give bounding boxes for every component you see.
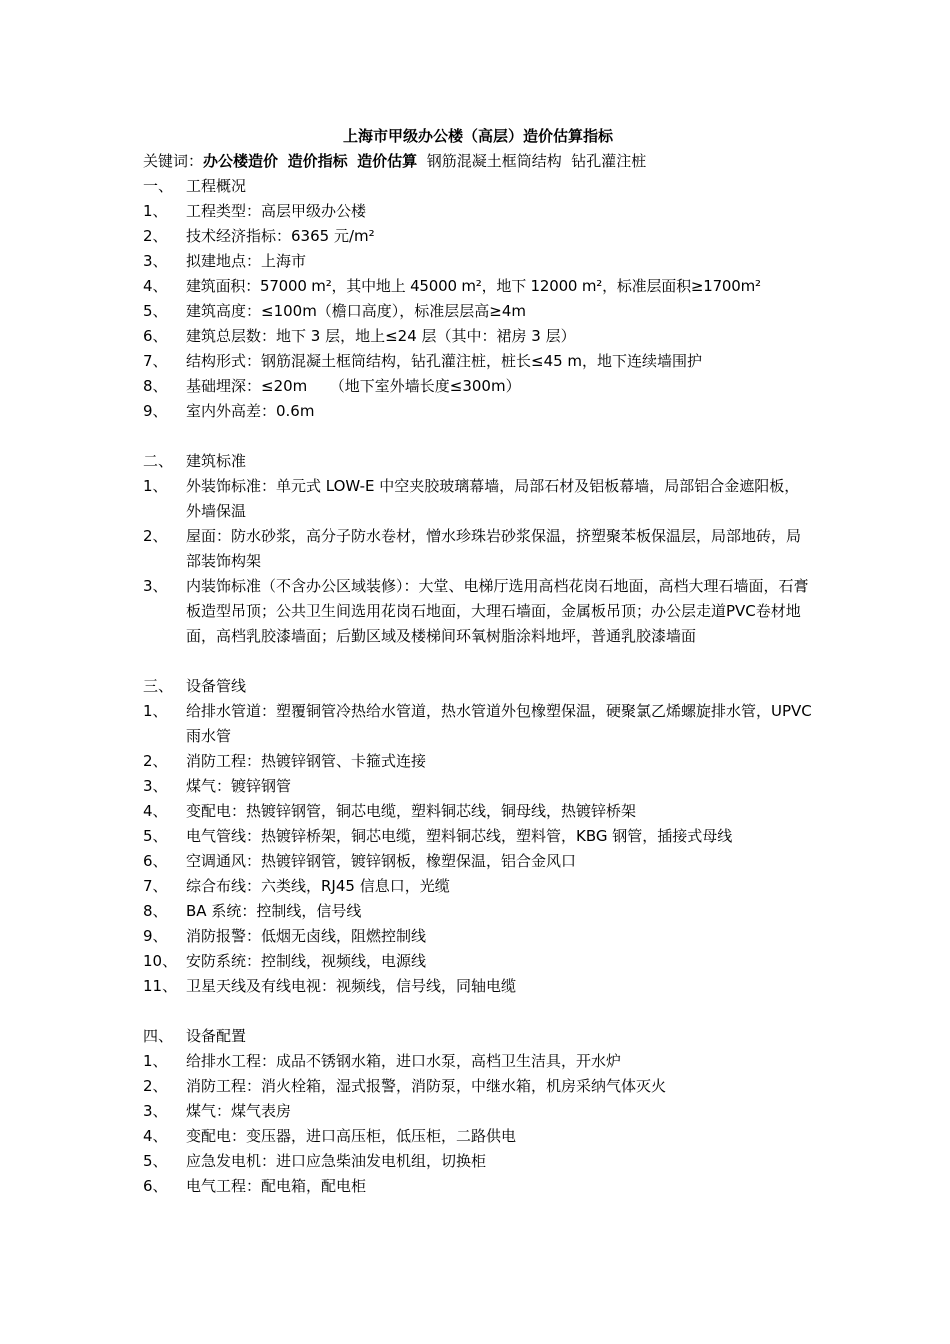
item-text: 内装饰标准（不含办公区域装修）：大堂、电梯厅选用高档花岗石地面，高档大理石墙面，石膏板造型吊顶；公共卫生间选用花岗石地面，大理石墙面，金属板吊顶；办公层走道PVC卷材地面，高档乳胶漆墙面；后勤区域及楼梯间环氧树脂涂料地坪，普通乳胶漆墙面 xyxy=(186,577,809,645)
section-heading xyxy=(143,449,813,474)
item-text: 消防工程：热镀锌钢管、卡箍式连接 xyxy=(186,752,427,770)
document-title: 上海市甲级办公楼（高层）造价估算指标 xyxy=(342,127,613,145)
section-number: 四、 xyxy=(143,1027,174,1045)
keyword: 钢筋混凝土框筒结构 xyxy=(426,152,562,170)
list-item xyxy=(143,949,813,974)
item-number: 8、 xyxy=(143,902,168,920)
list-item xyxy=(143,749,813,774)
item-number: 6、 xyxy=(143,852,168,870)
list-item xyxy=(143,874,813,899)
list-item xyxy=(143,1099,813,1124)
item-text: 变配电：热镀锌钢管，铜芯电缆，塑料铜芯线，铜母线，热镀锌桥架 xyxy=(186,802,637,820)
list-item xyxy=(143,824,813,849)
item-number: 1、 xyxy=(143,202,168,220)
keywords-label: 关键词： xyxy=(143,152,204,170)
list-item xyxy=(143,299,813,324)
item-number: 9、 xyxy=(143,402,168,420)
document-page xyxy=(143,124,813,1199)
blank-line xyxy=(143,424,813,449)
item-number: 6、 xyxy=(143,1177,168,1195)
list-item xyxy=(143,699,813,749)
item-text: BA 系统：控制线，信号线 xyxy=(186,902,362,920)
list-item xyxy=(143,349,813,374)
list-item xyxy=(143,324,813,349)
list-item xyxy=(143,224,813,249)
item-number: 7、 xyxy=(143,352,168,370)
list-item xyxy=(143,1074,813,1099)
list-item xyxy=(143,974,813,999)
keywords-line xyxy=(143,149,813,174)
list-item xyxy=(143,924,813,949)
item-number: 4、 xyxy=(143,802,168,820)
item-text: 技术经济指标：6365 元/m² xyxy=(186,227,375,245)
list-item xyxy=(143,474,813,524)
section-title: 建筑标准 xyxy=(186,452,247,470)
item-text: 消防报警：低烟无卤线，阻燃控制线 xyxy=(186,927,427,945)
item-text: 建筑总层数：地下 3 层，地上≤24 层（其中：裙房 3 层） xyxy=(186,327,576,345)
section-heading xyxy=(143,1024,813,1049)
item-text: 煤气：镀锌钢管 xyxy=(186,777,292,795)
item-text: 卫星天线及有线电视：视频线，信号线，同轴电缆 xyxy=(186,977,517,995)
list-item xyxy=(143,1124,813,1149)
list-item xyxy=(143,399,813,424)
item-number: 1、 xyxy=(143,1052,168,1070)
list-item xyxy=(143,1149,813,1174)
keyword: 钻孔灌注桩 xyxy=(571,152,647,170)
list-item xyxy=(143,799,813,824)
item-number: 3、 xyxy=(143,777,168,795)
keyword: 办公楼造价 xyxy=(203,152,279,170)
item-text: 工程类型：高层甲级办公楼 xyxy=(186,202,367,220)
list-item xyxy=(143,774,813,799)
item-text: 基础埋深：≤20m （地下室外墙长度≤300m） xyxy=(186,377,521,395)
item-text: 安防系统：控制线，视频线，电源线 xyxy=(186,952,427,970)
item-number: 8、 xyxy=(143,377,168,395)
item-number: 2、 xyxy=(143,752,168,770)
item-text: 空调通风：热镀锌钢管，镀锌钢板，橡塑保温，铝合金风口 xyxy=(186,852,577,870)
section-title: 工程概况 xyxy=(186,177,247,195)
item-number: 4、 xyxy=(143,277,168,295)
section-number: 二、 xyxy=(143,452,174,470)
item-text: 结构形式：钢筋混凝土框筒结构，钻孔灌注桩，桩长≤45 m，地下连续墙围护 xyxy=(186,352,703,370)
item-number: 3、 xyxy=(143,252,168,270)
item-number: 9、 xyxy=(143,927,168,945)
item-number: 3、 xyxy=(143,1102,168,1120)
list-item xyxy=(143,899,813,924)
list-item xyxy=(143,199,813,224)
item-text: 给排水管道：塑覆铜管冷热给水管道，热水管道外包橡塑保温，硬聚氯乙烯螺旋排水管，UPVC 雨水管 xyxy=(186,702,812,745)
item-text: 变配电：变压器，进口高压柜，低压柜，二路供电 xyxy=(186,1127,517,1145)
item-number: 5、 xyxy=(143,302,168,320)
item-text: 拟建地点：上海市 xyxy=(186,252,307,270)
list-item xyxy=(143,249,813,274)
list-item xyxy=(143,1049,813,1074)
item-text: 消防工程：消火栓箱，湿式报警，消防泵，中继水箱，机房采纳气体灭火 xyxy=(186,1077,667,1095)
item-text: 煤气：煤气表房 xyxy=(186,1102,292,1120)
item-number: 10、 xyxy=(143,952,178,970)
item-number: 6、 xyxy=(143,327,168,345)
item-number: 2、 xyxy=(143,227,168,245)
item-text: 屋面：防水砂浆，高分子防水卷材，憎水珍珠岩砂浆保温，挤塑聚苯板保温层，局部地砖，局部装饰构架 xyxy=(186,527,802,570)
item-number: 1、 xyxy=(143,477,168,495)
item-number: 3、 xyxy=(143,577,168,595)
item-number: 2、 xyxy=(143,527,168,545)
list-item xyxy=(143,849,813,874)
list-item xyxy=(143,574,813,649)
blank-line xyxy=(143,999,813,1024)
section-title: 设备配置 xyxy=(186,1027,247,1045)
blank-line xyxy=(143,649,813,674)
item-text: 应急发电机：进口应急柴油发电机组，切换柜 xyxy=(186,1152,487,1170)
item-text: 室内外高差：0.6m xyxy=(186,402,315,420)
item-text: 建筑高度：≤100m（檐口高度），标准层层高≥4m xyxy=(186,302,527,320)
item-number: 7、 xyxy=(143,877,168,895)
list-item xyxy=(143,374,813,399)
item-number: 1、 xyxy=(143,702,168,720)
item-text: 外装饰标准：单元式 LOW-E 中空夹胶玻璃幕墙，局部石材及铝板幕墙，局部铝合金遮阳板，外墙保温 xyxy=(186,477,800,520)
item-number: 5、 xyxy=(143,1152,168,1170)
item-text: 电气工程：配电箱，配电柜 xyxy=(186,1177,367,1195)
section-heading xyxy=(143,174,813,199)
list-item xyxy=(143,524,813,574)
list-item xyxy=(143,274,813,299)
keyword: 造价估算 xyxy=(357,152,418,170)
section-title: 设备管线 xyxy=(186,677,247,695)
list-item xyxy=(143,1174,813,1199)
item-text: 电气管线：热镀锌桥架，铜芯电缆，塑料铜芯线，塑料管，KBG 钢管，插接式母线 xyxy=(186,827,733,845)
keyword: 造价指标 xyxy=(287,152,348,170)
section-number: 三、 xyxy=(143,677,174,695)
item-text: 建筑面积：57000 m²，其中地上 45000 m²，地下 12000 m²，标准层面积≥1700m² xyxy=(186,277,761,295)
section-number: 一、 xyxy=(143,177,174,195)
item-text: 给排水工程：成品不锈钢水箱，进口水泵，高档卫生洁具，开水炉 xyxy=(186,1052,622,1070)
item-number: 2、 xyxy=(143,1077,168,1095)
item-number: 5、 xyxy=(143,827,168,845)
item-number: 4、 xyxy=(143,1127,168,1145)
item-number: 11、 xyxy=(143,977,178,995)
item-text: 综合布线：六类线，RJ45 信息口，光缆 xyxy=(186,877,450,895)
section-heading xyxy=(143,674,813,699)
